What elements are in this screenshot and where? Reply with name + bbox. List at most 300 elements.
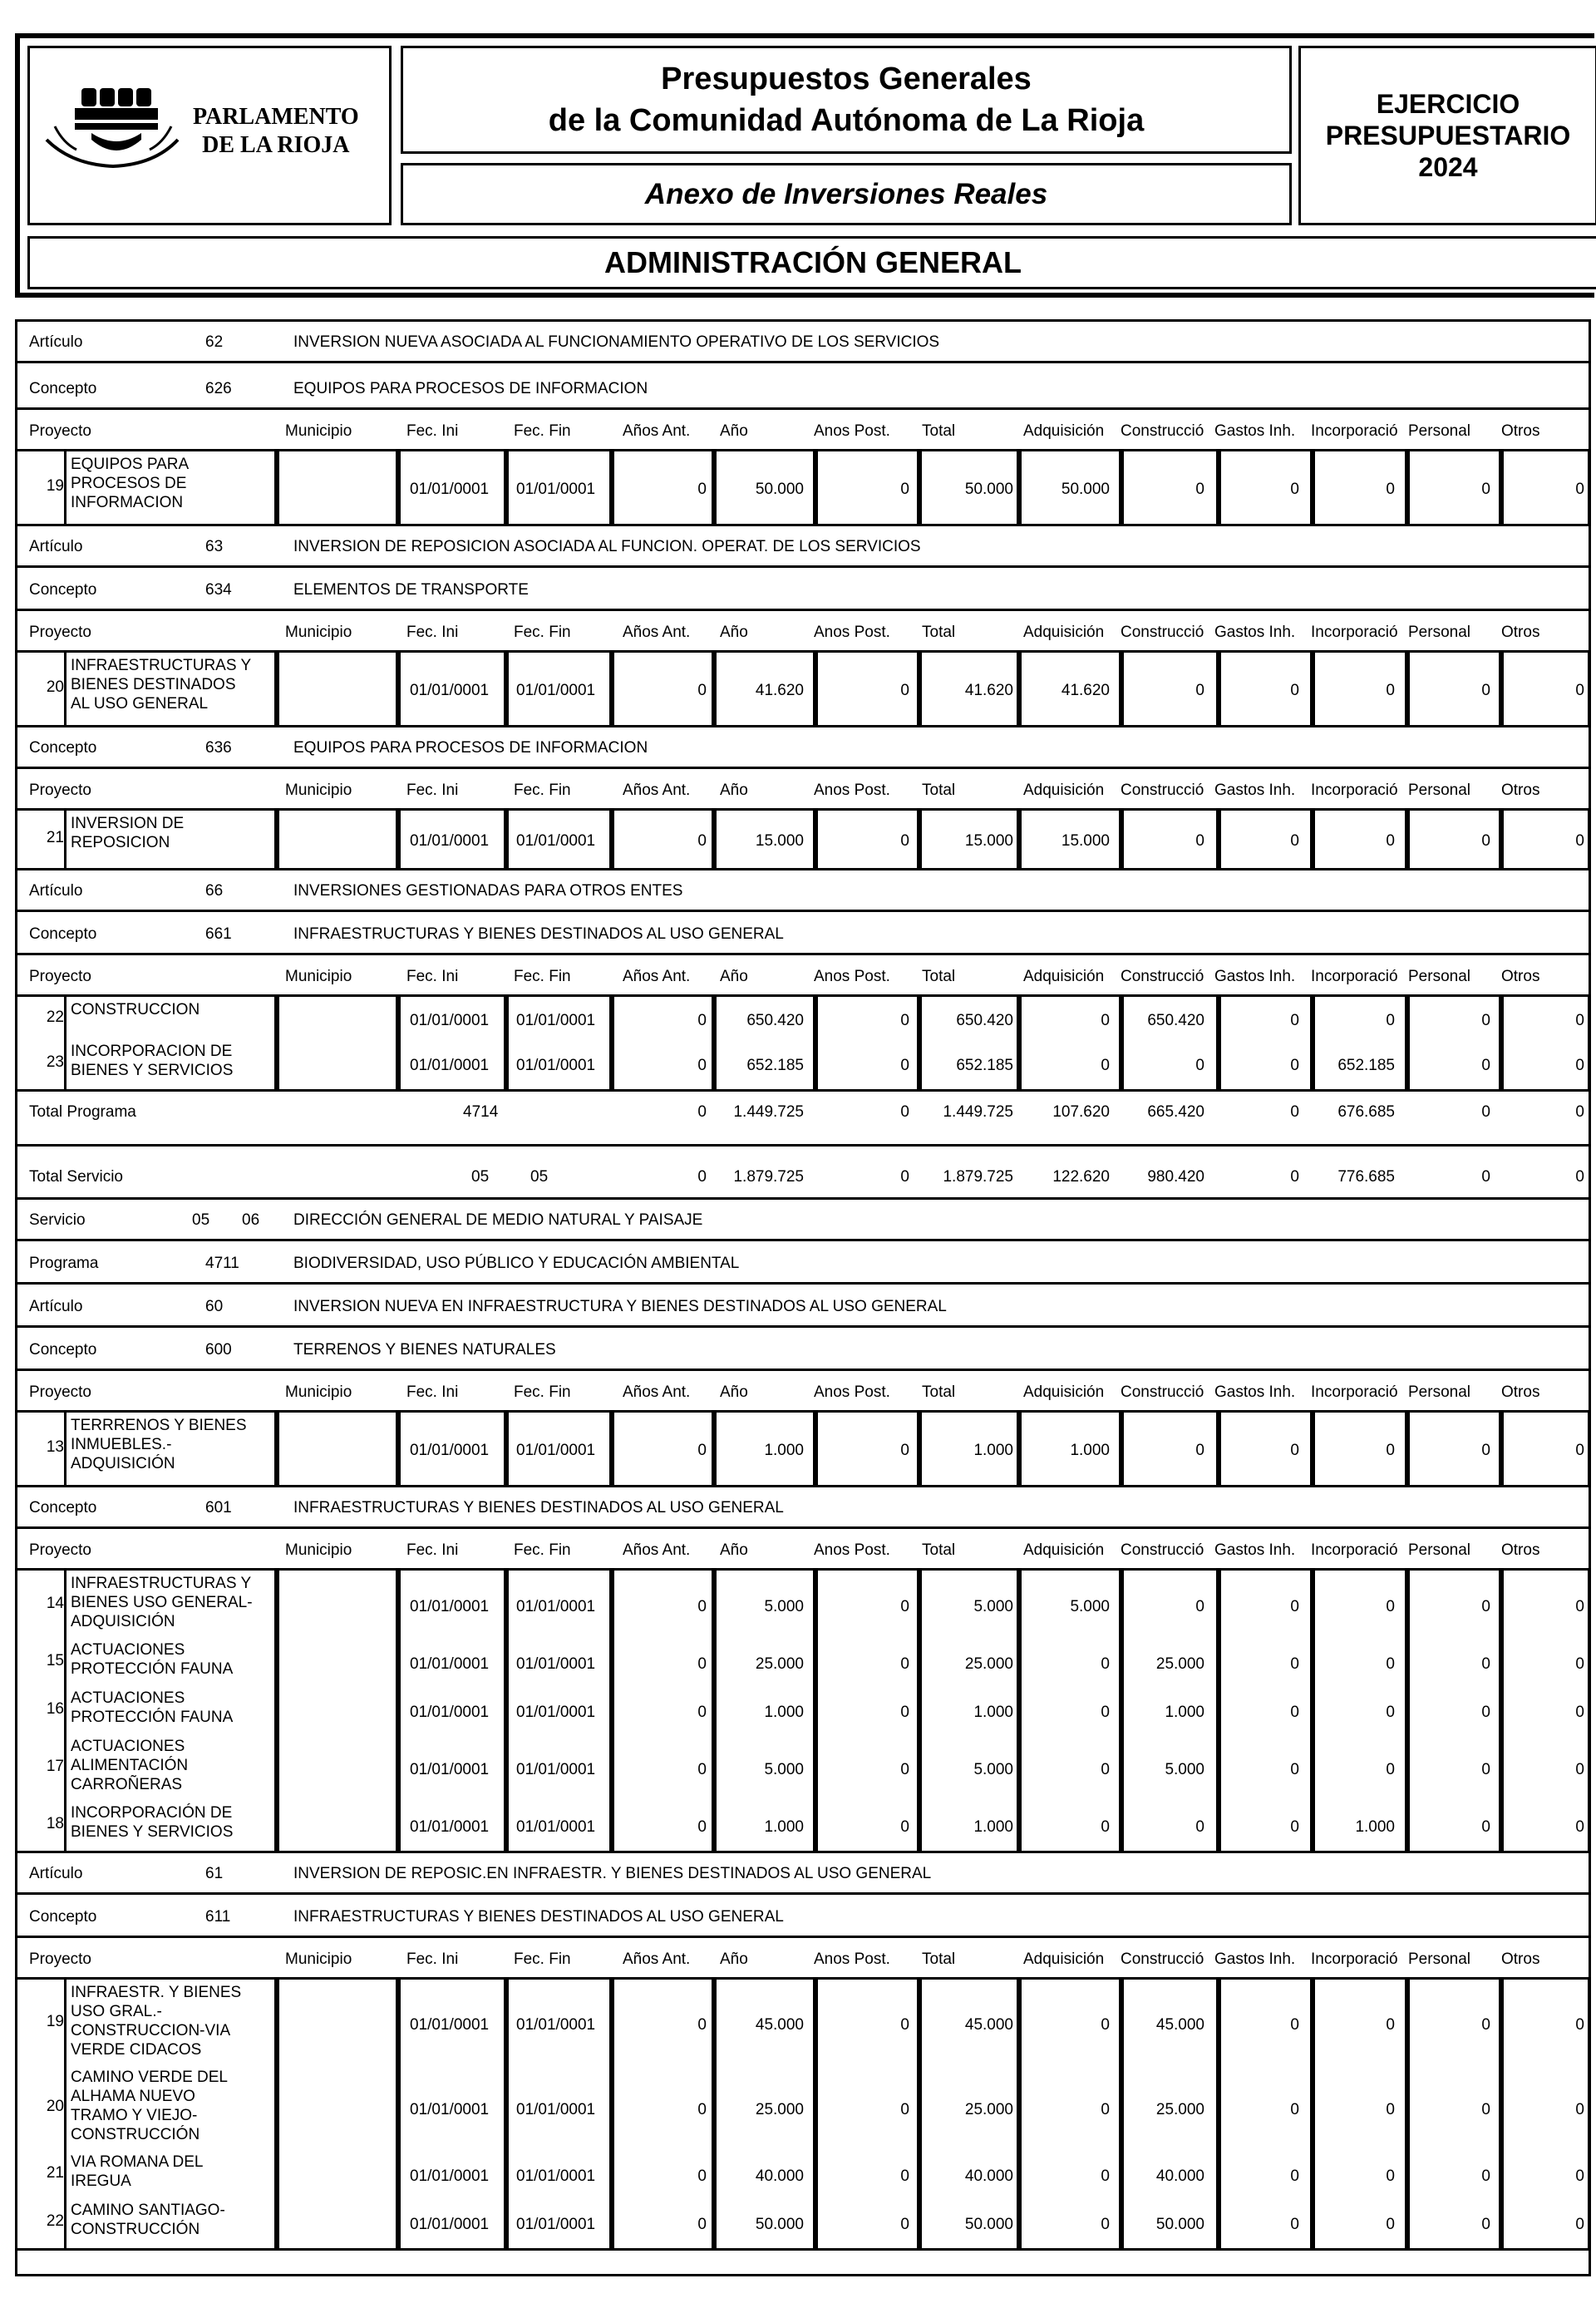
- annex-title: Anexo de Inversiones Reales: [401, 163, 1292, 225]
- column-header: Fec. Ini: [406, 1541, 459, 1559]
- column-header: Proyecto: [29, 968, 91, 985]
- amount-cell: 0: [1481, 481, 1490, 498]
- amount-cell: 0: [697, 1655, 707, 1673]
- end-date: 01/01/0001: [516, 1598, 596, 1615]
- column-header: Anos Post.: [814, 624, 890, 641]
- column-header: Otros: [1501, 968, 1540, 985]
- column-header: Gastos Inh.: [1214, 968, 1296, 985]
- project-row: [17, 2068, 1589, 2153]
- description-line: INCORPORACIÓN DE: [71, 1804, 233, 1822]
- level-row: [17, 727, 1589, 769]
- amount-cell: 0: [1386, 1655, 1395, 1673]
- amount-cell: 0: [1481, 2016, 1490, 2034]
- amount-cell: 0: [1290, 1761, 1299, 1778]
- total-amount: 107.620: [1052, 1103, 1110, 1121]
- column-header: Fec. Ini: [406, 968, 459, 985]
- amount-cell: 0: [1481, 832, 1490, 850]
- column-header: Construcció: [1121, 422, 1204, 440]
- project-description: [71, 1737, 278, 1794]
- description-line: ACTUACIONES: [71, 1689, 185, 1707]
- description-line: INFRAESTRUCTURAS Y: [71, 1575, 252, 1592]
- amount-cell: 0: [1290, 1704, 1299, 1721]
- column-header: Fec. Ini: [406, 782, 459, 799]
- amount-cell: 0: [1290, 1012, 1299, 1029]
- description-line: INFORMACION: [71, 494, 184, 511]
- amount-cell: 0: [1575, 832, 1584, 850]
- amount-cell: 1.000: [973, 1442, 1013, 1459]
- project-block: [17, 811, 1589, 870]
- project-row: [17, 1983, 1589, 2068]
- level-label: Artículo: [29, 882, 83, 900]
- level-row: [17, 1200, 1589, 1241]
- amount-cell: 0: [1575, 1818, 1584, 1836]
- title-box: [401, 46, 1292, 154]
- level-description: EQUIPOS PARA PROCESOS DE INFORMACION: [293, 739, 648, 757]
- amount-cell: 0: [697, 832, 707, 850]
- amount-cell: 0: [1290, 832, 1299, 850]
- amount-cell: 0: [1290, 1442, 1299, 1459]
- amount-cell: 5.000: [973, 1761, 1013, 1778]
- project-description: [71, 814, 278, 852]
- amount-cell: 0: [1575, 2101, 1584, 2118]
- project-number: 14: [46, 1595, 64, 1612]
- amount-cell: 25.000: [964, 2101, 1013, 2118]
- column-header: Años Ant.: [623, 422, 691, 440]
- amount-cell: 0: [1481, 2167, 1490, 2185]
- amount-cell: 0: [1481, 1704, 1490, 1721]
- start-date: 01/01/0001: [410, 1442, 490, 1459]
- project-description: [71, 1416, 278, 1473]
- start-date: 01/01/0001: [410, 2101, 490, 2118]
- level-row: [17, 526, 1589, 568]
- description-line: PROTECCIÓN FAUNA: [71, 1660, 234, 1678]
- amount-cell: 0: [1481, 1057, 1490, 1074]
- column-header: Municipio: [285, 422, 352, 440]
- amount-cell: 41.620: [755, 682, 804, 699]
- level-row: [17, 570, 1589, 611]
- amount-cell: 650.420: [1147, 1012, 1204, 1029]
- column-header: Otros: [1501, 1541, 1540, 1559]
- start-date: 01/01/0001: [410, 1012, 490, 1029]
- amount-cell: 0: [1101, 1704, 1110, 1721]
- project-description: [71, 1042, 278, 1080]
- project-row: [17, 2153, 1589, 2201]
- amount-cell: 0: [1290, 2167, 1299, 2185]
- column-header: Personal: [1408, 624, 1470, 641]
- project-description: [71, 2201, 278, 2239]
- column-header: Proyecto: [29, 782, 91, 799]
- project-description: [71, 2068, 278, 2144]
- project-description: [71, 1640, 278, 1679]
- total-amount: 676.685: [1337, 1103, 1395, 1121]
- amount-cell: 0: [1575, 1598, 1584, 1615]
- total-amount: 980.420: [1147, 1168, 1204, 1186]
- amount-cell: 652.185: [1337, 1057, 1395, 1074]
- column-header: Años Ant.: [623, 968, 691, 985]
- column-header: Fec. Fin: [514, 968, 571, 985]
- project-row: [17, 1574, 1589, 1640]
- amount-cell: 1.000: [1355, 1818, 1395, 1836]
- total-amount: 0: [1290, 1103, 1299, 1121]
- level-description: INVERSION DE REPOSIC.EN INFRAESTR. Y BIENES DESTINADOS AL USO GENERAL: [293, 1865, 932, 1882]
- column-header: Otros: [1501, 1950, 1540, 1968]
- description-line: CONSTRUCCIÓN: [71, 2126, 200, 2143]
- amount-cell: 5.000: [764, 1598, 804, 1615]
- amount-cell: 0: [900, 481, 909, 498]
- column-header: Años Ant.: [623, 624, 691, 641]
- description-line: USO GRAL.-: [71, 2003, 162, 2020]
- amount-cell: 41.620: [964, 682, 1013, 699]
- amount-cell: 0: [1290, 2016, 1299, 2034]
- column-header: Proyecto: [29, 1950, 91, 1968]
- amount-cell: 0: [1481, 1818, 1490, 1836]
- total-amount: 0: [697, 1168, 707, 1186]
- amount-cell: 40.000: [1155, 2167, 1204, 2185]
- amount-cell: 0: [1195, 1057, 1204, 1074]
- description-line: ADQUISICIÓN: [71, 1455, 175, 1472]
- description-line: BIENES Y SERVICIOS: [71, 1823, 234, 1841]
- amount-cell: 0: [1575, 2167, 1584, 2185]
- amount-cell: 650.420: [746, 1012, 804, 1029]
- column-header: Años Ant.: [623, 782, 691, 799]
- total-row: [17, 1092, 1589, 1147]
- level-label: Concepto: [29, 581, 97, 599]
- end-date: 01/01/0001: [516, 1442, 596, 1459]
- column-header: Personal: [1408, 422, 1470, 440]
- amount-cell: 0: [697, 1442, 707, 1459]
- start-date: 01/01/0001: [410, 1057, 490, 1074]
- level-label: Concepto: [29, 739, 97, 757]
- level-label: Artículo: [29, 538, 83, 555]
- amount-cell: 25.000: [1155, 1655, 1204, 1673]
- amount-cell: 0: [1481, 1598, 1490, 1615]
- column-header: Incorporació: [1311, 782, 1398, 799]
- amount-cell: 0: [1386, 1598, 1395, 1615]
- project-row: [17, 1803, 1589, 1852]
- amount-cell: 15.000: [755, 832, 804, 850]
- project-number: 23: [46, 1053, 64, 1071]
- level-description: INFRAESTRUCTURAS Y BIENES DESTINADOS AL USO GENERAL: [293, 1499, 784, 1516]
- amount-cell: 45.000: [964, 2016, 1013, 2034]
- total-label: Total Programa: [29, 1103, 136, 1121]
- level-description: INVERSION DE REPOSICION ASOCIADA AL FUNCION. OPERAT. DE LOS SERVICIOS: [293, 538, 921, 555]
- column-header: Proyecto: [29, 422, 91, 440]
- column-header: Adquisición: [1023, 624, 1105, 641]
- amount-cell: 50.000: [755, 481, 804, 498]
- column-header: Anos Post.: [814, 422, 890, 440]
- level-code: 05: [192, 1211, 210, 1229]
- parliament-logo-icon: [38, 81, 180, 181]
- total-row: [17, 1147, 1589, 1200]
- amount-cell: 0: [900, 1057, 909, 1074]
- level-label: Servicio: [29, 1211, 86, 1229]
- start-date: 01/01/0001: [410, 1818, 490, 1836]
- title-line-1: Presupuestos Generales: [661, 62, 1032, 96]
- level-row: [17, 914, 1589, 955]
- level-description: INVERSION NUEVA ASOCIADA AL FUNCIONAMIENTO OPERATIVO DE LOS SERVICIOS: [293, 333, 940, 351]
- amount-cell: 0: [1481, 2101, 1490, 2118]
- amount-cell: 45.000: [755, 2016, 804, 2034]
- column-header: Anos Post.: [814, 1383, 890, 1401]
- column-header: Total: [922, 624, 956, 641]
- project-number: 21: [46, 2164, 64, 2182]
- total-amount: 0: [1481, 1103, 1490, 1121]
- amount-cell: 0: [1481, 2216, 1490, 2233]
- level-label: Concepto: [29, 925, 97, 943]
- amount-cell: 0: [1481, 1012, 1490, 1029]
- amount-cell: 0: [1195, 481, 1204, 498]
- column-header: Construcció: [1121, 1383, 1204, 1401]
- level-description: INFRAESTRUCTURAS Y BIENES DESTINADOS AL USO GENERAL: [293, 1908, 784, 1926]
- end-date: 01/01/0001: [516, 2167, 596, 2185]
- column-header: Construcció: [1121, 1950, 1204, 1968]
- level-code-2: 06: [242, 1211, 260, 1229]
- description-line: INMUEBLES.-: [71, 1436, 172, 1453]
- level-description: INFRAESTRUCTURAS Y BIENES DESTINADOS AL USO GENERAL: [293, 925, 784, 943]
- column-header: Anos Post.: [814, 782, 890, 799]
- amount-cell: 0: [900, 2167, 909, 2185]
- level-label: Concepto: [29, 1908, 97, 1926]
- level-code: 661: [205, 925, 232, 943]
- column-header: Años Ant.: [623, 1541, 691, 1559]
- column-header: Fec. Fin: [514, 624, 571, 641]
- amount-cell: 50.000: [964, 481, 1013, 498]
- description-line: BIENES USO GENERAL-: [71, 1594, 253, 1611]
- amount-cell: 25.000: [964, 1655, 1013, 1673]
- end-date: 01/01/0001: [516, 832, 596, 850]
- total-label: Total Servicio: [29, 1168, 123, 1186]
- project-block: [17, 1980, 1589, 2251]
- column-header: Gastos Inh.: [1214, 1541, 1296, 1559]
- start-date: 01/01/0001: [410, 832, 490, 850]
- amount-cell: 5.000: [764, 1761, 804, 1778]
- description-line: VIA ROMANA DEL: [71, 2153, 204, 2171]
- amount-cell: 25.000: [1155, 2101, 1204, 2118]
- amount-cell: 0: [1575, 682, 1584, 699]
- amount-cell: 0: [1386, 481, 1395, 498]
- level-label: Artículo: [29, 1298, 83, 1315]
- column-header: Personal: [1408, 968, 1470, 985]
- amount-cell: 0: [1290, 2216, 1299, 2233]
- amount-cell: 0: [697, 1057, 707, 1074]
- column-header: Construcció: [1121, 782, 1204, 799]
- amount-cell: 0: [1575, 1012, 1584, 1029]
- level-code: 600: [205, 1341, 232, 1359]
- column-header: Años Ant.: [623, 1383, 691, 1401]
- investments-table: [15, 319, 1591, 2276]
- project-number: 21: [46, 829, 64, 846]
- level-code: 626: [205, 380, 232, 397]
- end-date: 01/01/0001: [516, 1704, 596, 1721]
- description-line: CONSTRUCCION-VIA: [71, 2022, 231, 2039]
- column-header: Total: [922, 1383, 956, 1401]
- amount-cell: 1.000: [1070, 1442, 1110, 1459]
- description-line: ADQUISICIÓN: [71, 1613, 175, 1630]
- amount-cell: 0: [1101, 2216, 1110, 2233]
- level-code: 62: [205, 333, 224, 351]
- start-date: 01/01/0001: [410, 1704, 490, 1721]
- amount-cell: 0: [1101, 1057, 1110, 1074]
- amount-cell: 25.000: [755, 2101, 804, 2118]
- description-line: CAMINO SANTIAGO-: [71, 2202, 225, 2219]
- amount-cell: 0: [900, 2101, 909, 2118]
- amount-cell: 0: [1101, 2101, 1110, 2118]
- column-header: Proyecto: [29, 624, 91, 641]
- amount-cell: 50.000: [755, 2216, 804, 2233]
- amount-cell: 0: [1386, 1704, 1395, 1721]
- amount-cell: 0: [1575, 2016, 1584, 2034]
- amount-cell: 0: [697, 1012, 707, 1029]
- amount-cell: 41.620: [1061, 682, 1110, 699]
- column-header: Otros: [1501, 782, 1540, 799]
- column-header: Año: [720, 422, 748, 440]
- project-row: [17, 656, 1589, 726]
- column-header: Construcció: [1121, 968, 1204, 985]
- level-code: 63: [205, 538, 224, 555]
- description-line: REPOSICION: [71, 834, 170, 851]
- project-block: [17, 653, 1589, 727]
- amount-cell: 0: [1575, 1057, 1584, 1074]
- start-date: 01/01/0001: [410, 1655, 490, 1673]
- column-header: Fec. Fin: [514, 422, 571, 440]
- amount-cell: 0: [1290, 1818, 1299, 1836]
- description-line: ALIMENTACIÓN: [71, 1757, 189, 1774]
- amount-cell: 0: [1575, 1761, 1584, 1778]
- level-row: [17, 1243, 1589, 1285]
- level-row: [17, 1853, 1589, 1895]
- amount-cell: 0: [900, 1655, 909, 1673]
- level-code: 601: [205, 1499, 232, 1516]
- end-date: 01/01/0001: [516, 481, 596, 498]
- amount-cell: 0: [900, 1761, 909, 1778]
- amount-cell: 0: [1101, 1655, 1110, 1673]
- title-line-2: de la Comunidad Autónoma de La Rioja: [548, 103, 1145, 138]
- column-header: Total: [922, 782, 956, 799]
- project-block: [17, 451, 1589, 526]
- amount-cell: 1.000: [973, 1704, 1013, 1721]
- column-header: Fec. Fin: [514, 1950, 571, 1968]
- amount-cell: 652.185: [746, 1057, 804, 1074]
- amount-cell: 0: [1575, 1704, 1584, 1721]
- level-row: [17, 322, 1589, 363]
- amount-cell: 0: [1195, 1598, 1204, 1615]
- description-line: BIENES DESTINADOS: [71, 676, 236, 693]
- level-label: Artículo: [29, 1865, 83, 1882]
- end-date: 01/01/0001: [516, 2216, 596, 2233]
- amount-cell: 0: [1386, 832, 1395, 850]
- level-label: Concepto: [29, 380, 97, 397]
- amount-cell: 0: [1386, 2101, 1395, 2118]
- amount-cell: 0: [1575, 481, 1584, 498]
- column-header-row: [17, 1940, 1589, 1980]
- column-header: Gastos Inh.: [1214, 1950, 1296, 1968]
- column-header: Adquisición: [1023, 422, 1105, 440]
- description-line: INCORPORACION DE: [71, 1043, 233, 1060]
- project-row: [17, 455, 1589, 525]
- start-date: 01/01/0001: [410, 481, 490, 498]
- total-code: 4714: [463, 1103, 499, 1121]
- level-code: 636: [205, 739, 232, 757]
- total-amount: 1.879.725: [943, 1168, 1013, 1186]
- end-date: 01/01/0001: [516, 1057, 596, 1074]
- column-header: Municipio: [285, 624, 352, 641]
- total-amount: 1.879.725: [733, 1168, 804, 1186]
- level-row: [17, 870, 1589, 912]
- amount-cell: 0: [1101, 1761, 1110, 1778]
- amount-cell: 0: [1290, 1057, 1299, 1074]
- project-row: [17, 1689, 1589, 1737]
- level-row: [17, 1487, 1589, 1529]
- level-label: Concepto: [29, 1341, 97, 1359]
- description-line: EQUIPOS PARA: [71, 456, 190, 473]
- end-date: 01/01/0001: [516, 1655, 596, 1673]
- column-header: Año: [720, 624, 748, 641]
- column-header: Incorporació: [1311, 1950, 1398, 1968]
- column-header: Fec. Ini: [406, 422, 459, 440]
- column-header: Construcció: [1121, 1541, 1204, 1559]
- column-header: Total: [922, 1541, 956, 1559]
- column-header: Personal: [1408, 782, 1470, 799]
- column-header-row: [17, 412, 1589, 451]
- level-code: 61: [205, 1865, 224, 1882]
- amount-cell: 652.185: [956, 1057, 1013, 1074]
- end-date: 01/01/0001: [516, 1761, 596, 1778]
- total-amount: 0: [1575, 1168, 1584, 1186]
- level-description: TERRENOS Y BIENES NATURALES: [293, 1341, 556, 1359]
- level-label: Artículo: [29, 333, 83, 351]
- amount-cell: 0: [697, 2216, 707, 2233]
- start-date: 01/01/0001: [410, 2216, 490, 2233]
- level-description: INVERSION NUEVA EN INFRAESTRUCTURA Y BIENES DESTINADOS AL USO GENERAL: [293, 1298, 947, 1315]
- column-header: Otros: [1501, 1383, 1540, 1401]
- amount-cell: 5.000: [973, 1598, 1013, 1615]
- description-line: INFRAESTRUCTURAS Y: [71, 657, 252, 674]
- level-code: 4711: [205, 1255, 239, 1272]
- amount-cell: 0: [900, 2016, 909, 2034]
- description-line: VERDE CIDACOS: [71, 2041, 202, 2059]
- column-header: Gastos Inh.: [1214, 1383, 1296, 1401]
- amount-cell: 0: [697, 2016, 707, 2034]
- description-line: BIENES Y SERVICIOS: [71, 1062, 234, 1079]
- level-description: ELEMENTOS DE TRANSPORTE: [293, 581, 529, 599]
- amount-cell: 0: [1195, 1818, 1204, 1836]
- column-header: Anos Post.: [814, 968, 890, 985]
- project-description: [71, 1574, 278, 1631]
- amount-cell: 0: [697, 2101, 707, 2118]
- amount-cell: 0: [697, 481, 707, 498]
- column-header: Municipio: [285, 1383, 352, 1401]
- amount-cell: 0: [1290, 481, 1299, 498]
- amount-cell: 1.000: [764, 1818, 804, 1836]
- column-header: Año: [720, 782, 748, 799]
- amount-cell: 0: [697, 1818, 707, 1836]
- amount-cell: 1.000: [764, 1442, 804, 1459]
- project-block: [17, 1571, 1589, 1853]
- amount-cell: 0: [900, 1442, 909, 1459]
- total-amount: 665.420: [1147, 1103, 1204, 1121]
- amount-cell: 0: [900, 1818, 909, 1836]
- column-header: Fec. Fin: [514, 1541, 571, 1559]
- project-row: [17, 2201, 1589, 2249]
- end-date: 01/01/0001: [516, 1818, 596, 1836]
- project-number: 20: [46, 678, 64, 696]
- amount-cell: 0: [1101, 2016, 1110, 2034]
- project-description: [71, 1803, 278, 1842]
- total-amount: 0: [697, 1103, 707, 1121]
- column-header: Incorporació: [1311, 422, 1398, 440]
- column-header: Construcció: [1121, 624, 1204, 641]
- description-line: ALHAMA NUEVO: [71, 2088, 195, 2105]
